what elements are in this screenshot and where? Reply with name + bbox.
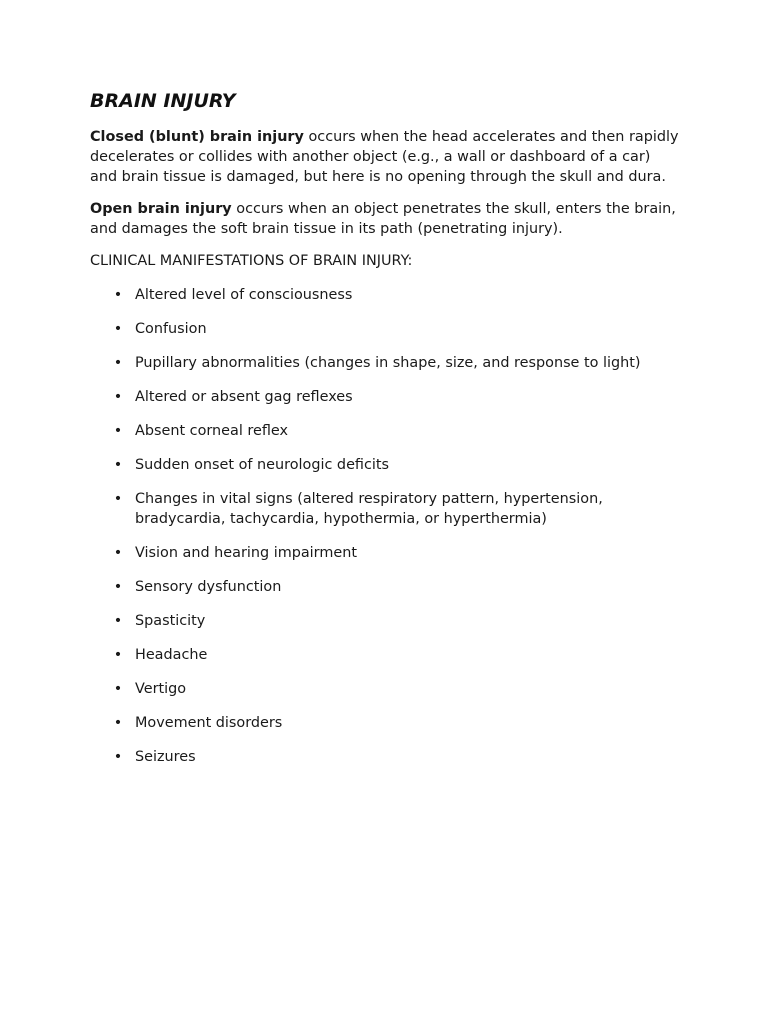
list-item: [90, 319, 680, 339]
bullet-icon: •: [113, 423, 123, 439]
list-item: [90, 543, 680, 563]
bullet-icon: •: [113, 715, 123, 731]
open-injury-description: occurs when an object penetrates the skull, enters the brain, and damages the soft brain tissue in its path (penetrating injury).: [90, 201, 676, 237]
list-item-text: Confusion: [135, 321, 207, 337]
list-item: [90, 713, 680, 733]
bullet-icon: •: [113, 647, 123, 663]
list-item: [90, 611, 680, 631]
bullet-icon: •: [113, 355, 123, 371]
list-item: [90, 421, 680, 441]
manifestations-list: [90, 285, 680, 767]
bullet-icon: •: [113, 321, 123, 337]
list-item-text: Absent corneal reflex: [135, 423, 289, 439]
section-heading: CLINICAL MANIFESTATIONS OF BRAIN INJURY:: [90, 253, 413, 269]
bullet-icon: •: [113, 681, 123, 697]
open-injury-term: Open brain injury: [90, 201, 232, 217]
list-item: [90, 577, 680, 597]
list-item-text: Movement disorders: [135, 715, 283, 731]
bullet-icon: •: [113, 545, 123, 561]
list-item-text: Altered or absent gag reflexes: [135, 389, 353, 405]
list-item: [90, 679, 680, 699]
closed-injury-term: Closed (blunt) brain injury: [90, 129, 304, 145]
bullet-icon: •: [113, 579, 123, 595]
bullet-icon: •: [113, 389, 123, 405]
list-item-text: Altered level of consciousness: [135, 287, 353, 303]
bullet-icon: •: [113, 749, 123, 765]
bullet-icon: •: [113, 491, 123, 507]
bullet-icon: •: [113, 613, 123, 629]
list-item-text: Sudden onset of neurologic deficits: [135, 457, 390, 473]
bullet-icon: •: [113, 287, 123, 303]
list-item: [90, 489, 680, 529]
list-item-text: Vertigo: [135, 681, 187, 697]
list-item: [90, 285, 680, 305]
list-item-text: Headache: [135, 647, 208, 663]
open-injury-paragraph: [90, 199, 680, 239]
bullet-icon: •: [113, 457, 123, 473]
list-item: [90, 747, 680, 767]
list-item: [90, 353, 680, 373]
list-item-text: Vision and hearing impairment: [135, 545, 357, 561]
list-item: [90, 387, 680, 407]
closed-injury-paragraph: [90, 127, 680, 187]
list-item-text: Sensory dysfunction: [135, 579, 282, 595]
list-item-text: Pupillary abnormalities (changes in shape, size, and response to light): [135, 355, 641, 371]
list-item-text: Changes in vital signs (altered respiratory pattern, hypertension, bradycardia, tachycardia, hypothermia, or hyperthermia): [135, 491, 603, 527]
closed-injury-description: occurs when the head accelerates and then rapidly decelerates or collides with another object (e.g., a wall or dashboard of a car) and brain tissue is damaged, but here is no opening through the skull and dura.: [90, 129, 679, 185]
list-item: [90, 645, 680, 665]
page-title: BRAIN INJURY: [90, 90, 236, 112]
document-body: [90, 89, 680, 781]
list-item: [90, 455, 680, 475]
list-item-text: Spasticity: [135, 613, 206, 629]
list-item-text: Seizures: [135, 749, 196, 765]
